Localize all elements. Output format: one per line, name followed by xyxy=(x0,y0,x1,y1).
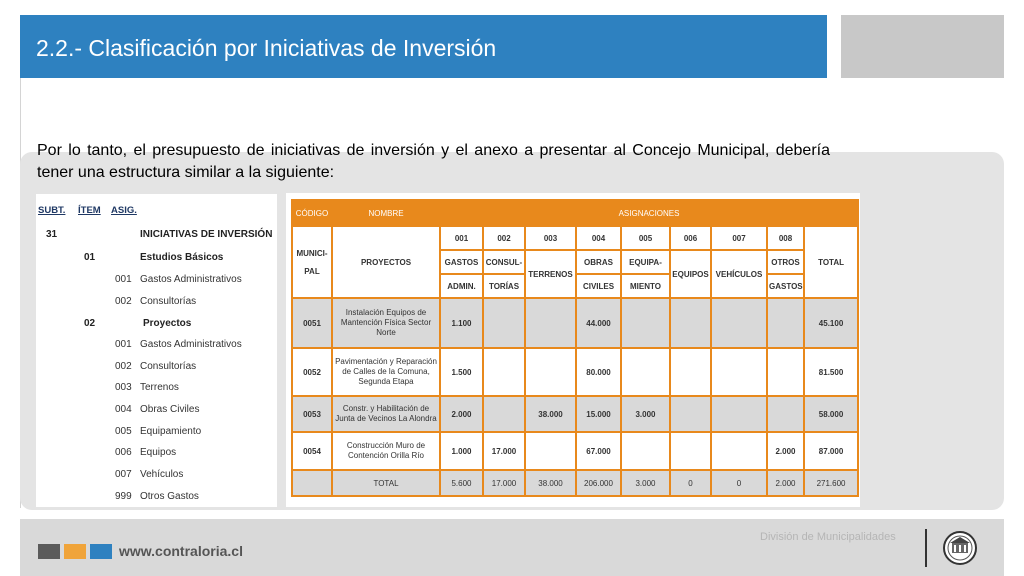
row-value: 67.000 xyxy=(576,432,621,470)
row-value xyxy=(525,432,576,470)
footer-separator xyxy=(925,529,927,567)
row-value xyxy=(767,298,804,348)
list-header-asig: ASIG. xyxy=(111,205,137,216)
code-003: 003 xyxy=(525,226,576,250)
list-label: Estudios Básicos xyxy=(140,252,224,263)
totals-row xyxy=(292,470,858,496)
totals-value: 38.000 xyxy=(525,470,576,496)
code-007: 007 xyxy=(711,226,767,250)
list-code: 01 xyxy=(84,252,96,263)
row-name: Pavimentación y Reparación de Calles de la Comuna, Segunda Etapa xyxy=(332,348,440,396)
row-total: 45.100 xyxy=(804,298,858,348)
list-code: 02 xyxy=(84,318,96,329)
subheader-pal: PAL xyxy=(304,266,320,276)
subheader-gastos: GASTOS xyxy=(440,250,483,274)
list-code: 002 xyxy=(115,361,132,372)
list-label: Equipamiento xyxy=(140,426,202,437)
subheader-equipa: EQUIPA- xyxy=(621,250,670,274)
row-value: 2.000 xyxy=(767,432,804,470)
row-value xyxy=(670,298,711,348)
list-header-item: ÍTEM xyxy=(78,205,101,216)
subheader-consul: CONSUL- xyxy=(483,250,525,274)
totals-value: 206.000 xyxy=(576,470,621,496)
totals-value: 5.600 xyxy=(440,470,483,496)
row-value xyxy=(525,298,576,348)
list-label: INICIATIVAS DE INVERSIÓN xyxy=(140,229,273,240)
header-asignaciones: ASIGNACIONES xyxy=(440,200,858,226)
row-value xyxy=(767,396,804,432)
row-code: 0052 xyxy=(292,348,332,396)
list-code: 003 xyxy=(115,382,132,393)
list-label: Equipos xyxy=(140,447,177,458)
header-codigo: CÓDIGO xyxy=(292,200,332,226)
row-value xyxy=(525,348,576,396)
row-value: 3.000 xyxy=(621,396,670,432)
row-value xyxy=(670,396,711,432)
row-value: 1.000 xyxy=(440,432,483,470)
footer-square-gray xyxy=(38,544,60,559)
list-code: 001 xyxy=(115,274,132,285)
row-code: 0051 xyxy=(292,298,332,348)
row-value: 1.500 xyxy=(440,348,483,396)
table-row xyxy=(292,396,858,432)
subheader-civiles: CIVILES xyxy=(576,274,621,298)
list-code: 002 xyxy=(115,296,132,307)
list-code: 999 xyxy=(115,491,132,502)
totals-value: 3.000 xyxy=(621,470,670,496)
row-value: 44.000 xyxy=(576,298,621,348)
list-code: 007 xyxy=(115,469,132,480)
list-label: Terrenos xyxy=(140,382,179,393)
subheader-gastos2: GASTOS xyxy=(767,274,804,298)
subheader-miento: MIENTO xyxy=(621,274,670,298)
list-label: Obras Civiles xyxy=(140,404,200,415)
row-value xyxy=(670,432,711,470)
list-code: 006 xyxy=(115,447,132,458)
row-name: Construcción Muro de Contención Orilla Río xyxy=(332,432,440,470)
row-value xyxy=(711,348,767,396)
row-total: 58.000 xyxy=(804,396,858,432)
row-value xyxy=(670,348,711,396)
list-label: Gastos Administrativos xyxy=(140,339,242,350)
code-008: 008 xyxy=(767,226,804,250)
budget-table xyxy=(291,199,859,497)
list-code: 001 xyxy=(115,339,132,350)
code-004: 004 xyxy=(576,226,621,250)
subheader-proyectos: PROYECTOS xyxy=(332,226,440,298)
row-value: 1.100 xyxy=(440,298,483,348)
row-name: Instalación Equipos de Mantención Física Sector Norte xyxy=(332,298,440,348)
table-row xyxy=(292,432,858,470)
row-value xyxy=(711,432,767,470)
row-value: 17.000 xyxy=(483,432,525,470)
totals-value: 0 xyxy=(711,470,767,496)
table-row xyxy=(292,348,858,396)
row-value xyxy=(483,298,525,348)
list-label: Consultorías xyxy=(140,361,197,372)
row-value: 15.000 xyxy=(576,396,621,432)
row-value xyxy=(621,348,670,396)
row-value: 2.000 xyxy=(440,396,483,432)
code-001: 001 xyxy=(440,226,483,250)
row-name: Constr. y Habilitación de Junta de Vecinos La Alondra xyxy=(332,396,440,432)
row-value xyxy=(483,396,525,432)
header-accent-box xyxy=(841,15,1004,78)
row-total: 87.000 xyxy=(804,432,858,470)
code-005: 005 xyxy=(621,226,670,250)
totals-value: 2.000 xyxy=(767,470,804,496)
row-value xyxy=(711,396,767,432)
row-value: 38.000 xyxy=(525,396,576,432)
list-code: 004 xyxy=(115,404,132,415)
code-002: 002 xyxy=(483,226,525,250)
row-code: 0054 xyxy=(292,432,332,470)
list-label: Proyectos xyxy=(143,318,192,329)
row-value xyxy=(621,432,670,470)
subheader-obras: OBRAS xyxy=(576,250,621,274)
title-bar xyxy=(20,15,827,78)
list-label: Consultorías xyxy=(140,296,197,307)
row-code: 0053 xyxy=(292,396,332,432)
slide-title: 2.2.- Clasificación por Iniciativas de Inversión xyxy=(36,35,497,61)
list-code: 31 xyxy=(46,229,58,240)
footer-square-blue xyxy=(90,544,112,559)
footer-url-link[interactable]: www.contraloria.cl xyxy=(119,543,243,559)
totals-grand-total: 271.600 xyxy=(804,470,858,496)
footer-division: División de Municipalidades xyxy=(760,531,896,543)
row-total: 81.500 xyxy=(804,348,858,396)
subheader-munici: MUNICI- xyxy=(296,248,328,258)
totals-blank xyxy=(292,470,332,496)
subheader-admin: ADMIN. xyxy=(440,274,483,298)
totals-label: TOTAL xyxy=(332,470,440,496)
subheader-torias: TORÍAS xyxy=(483,274,525,298)
row-value xyxy=(621,298,670,348)
row-value xyxy=(711,298,767,348)
subheader-vehiculos: VEHÍCULOS xyxy=(711,250,767,298)
list-header-subt: SUBT. xyxy=(38,205,66,216)
table-row xyxy=(292,298,858,348)
totals-value: 17.000 xyxy=(483,470,525,496)
footer-square-orange xyxy=(64,544,86,559)
row-value xyxy=(483,348,525,396)
intro-text: Por lo tanto, el presupuesto de iniciativas de inversión y el anexo a presentar al Concejo Municipal, debería tener una estructura similar a la siguiente: xyxy=(37,142,830,181)
subheader-municipal xyxy=(292,226,332,298)
subheader-otros: OTROS xyxy=(767,250,804,274)
subheader-equipos: EQUIPOS xyxy=(670,250,711,298)
row-value xyxy=(767,348,804,396)
totals-value: 0 xyxy=(670,470,711,496)
list-label: Gastos Administrativos xyxy=(140,274,242,285)
contraloria-seal-icon xyxy=(935,530,985,566)
list-label: Otros Gastos xyxy=(140,491,199,502)
budget-table-container xyxy=(286,193,860,507)
subheader-terrenos: TERRENOS xyxy=(525,250,576,298)
classification-list xyxy=(36,194,277,507)
list-label: Vehículos xyxy=(140,469,184,480)
row-value: 80.000 xyxy=(576,348,621,396)
subheader-total: TOTAL xyxy=(804,226,858,298)
header-nombre: NOMBRE xyxy=(332,200,440,226)
list-code: 005 xyxy=(115,426,132,437)
code-006: 006 xyxy=(670,226,711,250)
